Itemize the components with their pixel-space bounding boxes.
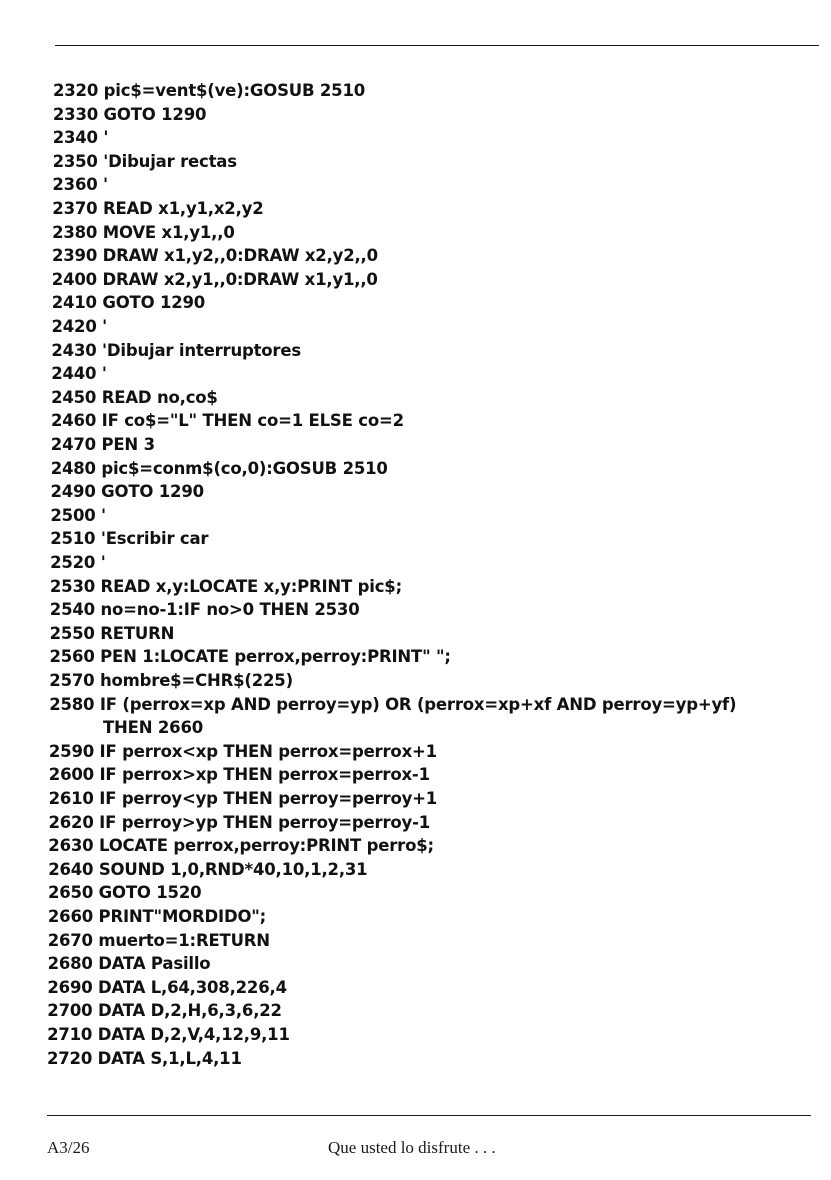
code-line: 2680 DATA Pasillo <box>47 954 211 974</box>
bottom-rule <box>47 1115 811 1116</box>
code-line: 2370 READ x1,y1,x2,y2 <box>52 199 264 218</box>
code-line: 2330 GOTO 1290 <box>52 104 207 124</box>
code-line: 2430 'Dibujar interruptores <box>51 340 301 360</box>
code-line: 2630 LOCATE perrox,perroy:PRINT perro$; <box>48 836 434 856</box>
code-line-continuation: THEN 2660 <box>103 718 204 738</box>
code-line: 2720 DATA S,1,L,4,11 <box>47 1048 242 1068</box>
code-line: 2320 pic$=vent$(ve):GOSUB 2510 <box>53 81 366 100</box>
code-line: 2690 DATA L,64,308,226,4 <box>47 977 287 997</box>
code-line: 2440 ' <box>51 364 107 384</box>
code-line: 2620 IF perroy>yp THEN perroy=perroy-1 <box>48 812 431 832</box>
code-line: 2350 'Dibujar rectas <box>52 151 237 171</box>
code-line: 2420 ' <box>51 317 108 336</box>
code-line: 2560 PEN 1:LOCATE perrox,perroy:PRINT" "; <box>49 647 451 667</box>
code-line: 2500 ' <box>50 505 106 525</box>
code-line: 2410 GOTO 1290 <box>51 293 206 313</box>
code-line: 2700 DATA D,2,H,6,3,6,22 <box>47 1001 282 1021</box>
code-line: 2520 ' <box>50 553 106 572</box>
code-line: 2670 muerto=1:RETURN <box>47 930 270 950</box>
code-line: 2390 DRAW x1,y2,,0:DRAW x2,y2,,0 <box>52 246 378 266</box>
code-line: 2570 hombre$=CHR$(225) <box>49 671 293 690</box>
code-line: 2400 DRAW x2,y1,,0:DRAW x1,y1,,0 <box>51 269 378 289</box>
code-line: 2590 IF perrox<xp THEN perrox=perrox+1 <box>48 741 437 761</box>
top-rule <box>55 45 819 46</box>
code-line: 2360 ' <box>52 175 108 195</box>
code-line: 2650 GOTO 1520 <box>48 883 202 903</box>
code-line: 2580 IF (perrox=xp AND perroy=yp) OR (perrox=xp+xf AND perroy=yp+yf) <box>49 694 737 714</box>
code-line: 2510 'Escribir car <box>50 529 209 549</box>
code-line: 2470 PEN 3 <box>50 435 155 454</box>
code-line: 2710 DATA D,2,V,4,12,9,11 <box>47 1025 290 1044</box>
code-line: 2530 READ x,y:LOCATE x,y:PRINT pic$; <box>49 576 402 596</box>
code-line: 2610 IF perroy<yp THEN perroy=perroy+1 <box>48 789 438 808</box>
footer-tagline: Que usted lo disfrute . . . <box>328 1138 496 1157</box>
code-line: 2550 RETURN <box>49 623 175 643</box>
code-line: 2640 SOUND 1,0,RND*40,10,1,2,31 <box>48 859 368 879</box>
code-line: 2660 PRINT"MORDIDO"; <box>47 907 267 926</box>
code-line: 2460 IF co$="L" THEN co=1 ELSE co=2 <box>51 411 404 431</box>
page-number: A3/26 <box>47 1138 90 1157</box>
code-line: 2380 MOVE x1,y1,,0 <box>52 222 235 242</box>
code-line: 2600 IF perrox>xp THEN perrox=perrox-1 <box>48 765 430 785</box>
code-line: 2480 pic$=conm$(co,0):GOSUB 2510 <box>50 458 388 478</box>
code-line: 2340 ' <box>52 128 109 148</box>
code-line: 2540 no=no-1:IF no>0 THEN 2530 <box>49 600 360 620</box>
code-line: 2490 GOTO 1290 <box>50 482 204 502</box>
code-line: 2450 READ no,co$ <box>51 387 218 407</box>
